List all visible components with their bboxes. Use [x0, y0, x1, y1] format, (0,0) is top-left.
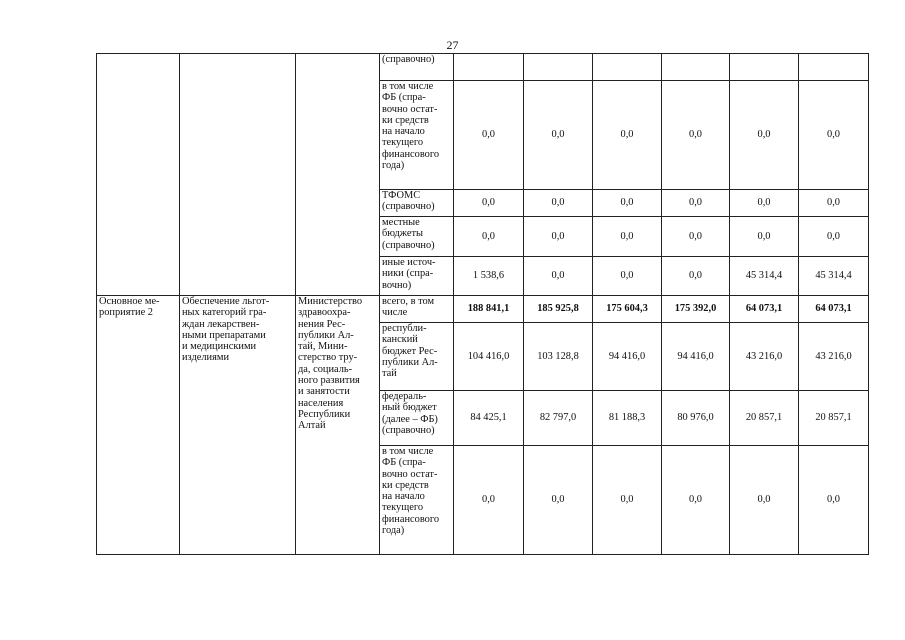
value-cell: 188 841,1 [454, 296, 524, 323]
page-number: 27 [446, 38, 459, 52]
value-cell: 0,0 [662, 217, 730, 257]
value-cell: 0,0 [730, 190, 799, 217]
value-cell: 0,0 [593, 217, 662, 257]
value-cell: 64 073,1 [799, 296, 869, 323]
value-cell: 0,0 [593, 257, 662, 296]
value-cell: 104 416,0 [454, 323, 524, 391]
activity-description-cell: Обеспечение льгот- ных категорий гра- ждан лекарствен- ными препаратами и медицинскими изделиями [180, 296, 296, 555]
value-cell: 175 392,0 [662, 296, 730, 323]
value-cell: 0,0 [454, 81, 524, 190]
value-cell: 0,0 [799, 81, 869, 190]
value-cell: 0,0 [524, 217, 593, 257]
value-cell: 0,0 [730, 217, 799, 257]
executor-cell: Министерство здравоохра- нения Рес- публики Ал- тай, Мини- стерство тру- да, социаль- ного развития и занятости населения Республики Алтай [296, 296, 380, 555]
funding-source-cell: иные источ- ники (спра- вочно) [380, 257, 454, 296]
value-cell: 45 314,4 [730, 257, 799, 296]
value-cell: 0,0 [524, 257, 593, 296]
value-cell: 0,0 [730, 81, 799, 190]
funding-source-cell: федераль- ный бюджет (далее – ФБ) (справочно) [380, 391, 454, 446]
value-cell: 0,0 [524, 446, 593, 555]
funding-source-cell: (справочно) [380, 54, 454, 81]
value-cell: 84 425,1 [454, 391, 524, 446]
funding-source-cell: ТФОМС (справочно) [380, 190, 454, 217]
value-cell: 81 188,3 [593, 391, 662, 446]
value-cell: 0,0 [524, 81, 593, 190]
value-cell [799, 54, 869, 81]
value-cell [662, 54, 730, 81]
value-cell: 0,0 [799, 217, 869, 257]
funding-source-cell: в том числе ФБ (спра- вочно остат- ки средств на начало текущего финансового года) [380, 446, 454, 555]
value-cell: 0,0 [454, 446, 524, 555]
value-cell [454, 54, 524, 81]
table-row [97, 296, 869, 323]
budget-table [96, 53, 869, 555]
value-cell: 80 976,0 [662, 391, 730, 446]
value-cell: 43 216,0 [730, 323, 799, 391]
value-cell: 0,0 [524, 190, 593, 217]
value-cell: 1 538,6 [454, 257, 524, 296]
value-cell [593, 54, 662, 81]
value-cell: 0,0 [662, 257, 730, 296]
value-cell: 175 604,3 [593, 296, 662, 323]
value-cell [730, 54, 799, 81]
value-cell: 0,0 [662, 190, 730, 217]
funding-source-cell: республи- канский бюджет Рес- публики Ал- тай [380, 323, 454, 391]
activity-name-cell-empty [97, 54, 180, 296]
value-cell: 64 073,1 [730, 296, 799, 323]
value-cell: 43 216,0 [799, 323, 869, 391]
value-cell: 0,0 [593, 446, 662, 555]
value-cell: 0,0 [799, 190, 869, 217]
value-cell: 82 797,0 [524, 391, 593, 446]
value-cell: 0,0 [593, 190, 662, 217]
funding-source-cell: местные бюджеты (справочно) [380, 217, 454, 257]
value-cell: 94 416,0 [662, 323, 730, 391]
value-cell: 94 416,0 [593, 323, 662, 391]
funding-source-cell: в том числе ФБ (спра- вочно остат- ки средств на начало текущего финансового года) [380, 81, 454, 190]
value-cell: 0,0 [662, 446, 730, 555]
value-cell: 0,0 [662, 81, 730, 190]
executor-cell-empty [296, 54, 380, 296]
value-cell: 0,0 [593, 81, 662, 190]
activity-description-cell-empty [180, 54, 296, 296]
activity-name-cell: Основное ме- роприятие 2 [97, 296, 180, 555]
value-cell: 45 314,4 [799, 257, 869, 296]
value-cell: 0,0 [454, 217, 524, 257]
value-cell: 20 857,1 [799, 391, 869, 446]
value-cell: 0,0 [454, 190, 524, 217]
funding-source-cell: всего, в том числе [380, 296, 454, 323]
value-cell: 20 857,1 [730, 391, 799, 446]
value-cell [524, 54, 593, 81]
value-cell: 103 128,8 [524, 323, 593, 391]
value-cell: 0,0 [799, 446, 869, 555]
value-cell: 0,0 [730, 446, 799, 555]
table-row [97, 54, 869, 81]
value-cell: 185 925,8 [524, 296, 593, 323]
